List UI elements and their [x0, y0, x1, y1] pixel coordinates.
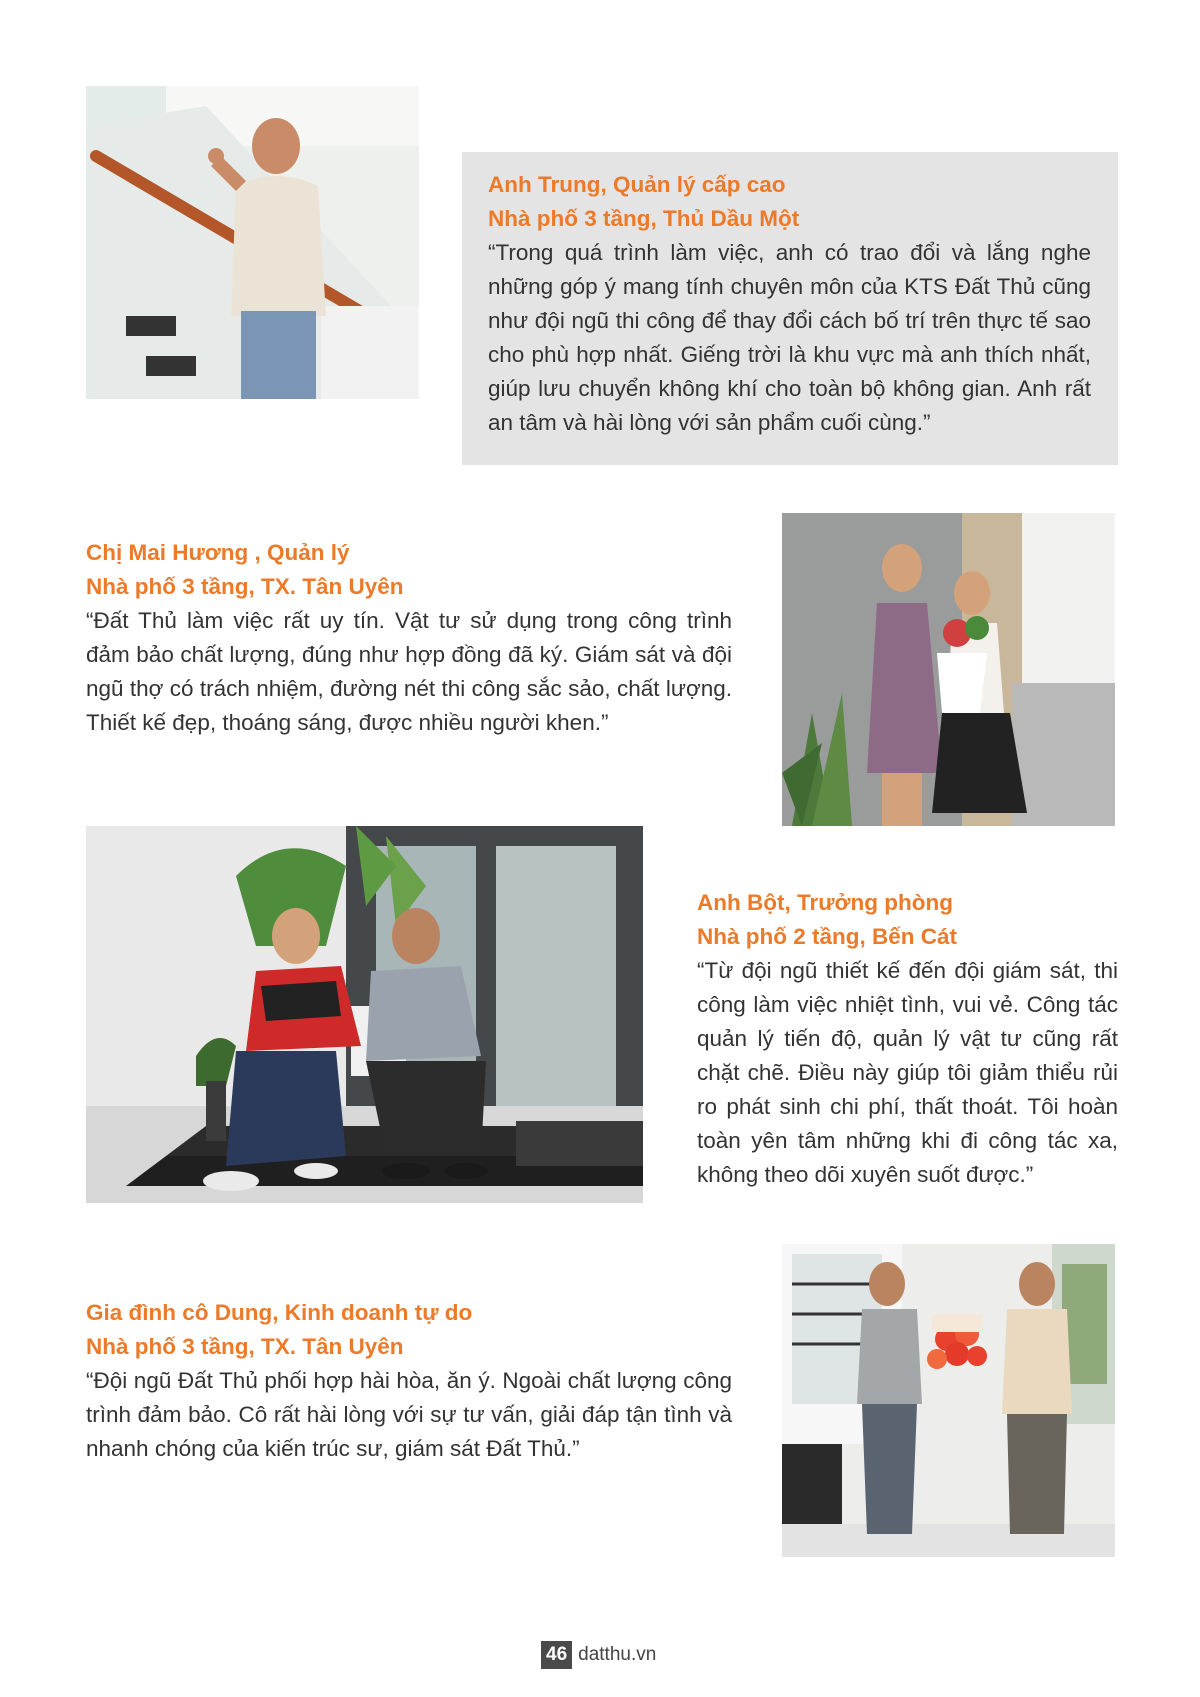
testimonial-name: Gia đình cô Dung, Kinh doanh tự do	[86, 1300, 473, 1325]
testimonial-name: Anh Trung, Quản lý cấp cao	[488, 172, 786, 197]
testimonial-quote: “Trong quá trình làm việc, anh có trao đổi và lắng nghe những góp ý mang tính chuyên môn của KTS Đất Thủ cũng như đội ngũ thi công để thay đổi cách bố trí trên thực tế sao cho phù hợp nhất. Giếng trời là khu vực mà anh thích nhất, giúp lưu chuyển không khí cho toàn bộ không gian. Anh rất an tâm và hài lòng với sản phẩm cuối cùng.”	[488, 240, 1091, 435]
testimonial-name: Anh Bột, Trưởng phòng	[697, 890, 953, 915]
photo-mai-huong	[782, 513, 1115, 826]
photo-anh-trung	[86, 86, 419, 399]
testimonial-co-dung	[86, 1296, 732, 1466]
photo-co-dung	[782, 1244, 1115, 1557]
page-number: 46	[541, 1641, 572, 1669]
testimonial-mai-huong	[86, 536, 732, 740]
testimonial-quote: “Đất Thủ làm việc rất uy tín. Vật tư sử dụng trong công trình đảm bảo chất lượng, đúng như hợp đồng đã ký. Giám sát và đội ngũ thợ có trách nhiệm, đường nét thi công sắc sảo, chất lượng. Thiết kế đẹp, thoáng sáng, được nhiều người khen.”	[86, 608, 732, 735]
testimonial-quote: “Từ đội ngũ thiết kế đến đội giám sát, thi công làm việc nhiệt tình, vui vẻ. Công tác quản lý tiến độ, quản lý vật tư cũng rất chặt chẽ. Điều này giúp tôi giảm thiểu rủi ro phát sinh chi phí, thất thoát. Tôi hoàn toàn yên tâm những khi đi công tác xa, không theo dõi xuyên suốt được.”	[697, 958, 1118, 1187]
testimonial-project: Nhà phố 3 tầng, TX. Tân Uyên	[86, 574, 404, 599]
testimonial-quote: “Đội ngũ Đất Thủ phối hợp hài hòa, ăn ý. Ngoài chất lượng công trình đảm bảo. Cô rất hài lòng với sự tư vấn, giải đáp tận tình và nhanh chóng của kiến trúc sư, giám sát Đất Thủ.”	[86, 1368, 732, 1461]
testimonial-anh-bot	[697, 886, 1118, 1192]
testimonial-project: Nhà phố 3 tầng, TX. Tân Uyên	[86, 1334, 404, 1359]
testimonial-anh-trung	[488, 168, 1091, 440]
website-label: datthu.vn	[578, 1644, 657, 1665]
photo-anh-bot	[86, 826, 643, 1203]
testimonial-name: Chị Mai Hương , Quản lý	[86, 540, 350, 565]
testimonial-project: Nhà phố 2 tầng, Bến Cát	[697, 924, 958, 949]
page-footer	[541, 1641, 656, 1669]
testimonial-project: Nhà phố 3 tầng, Thủ Dầu Một	[488, 206, 800, 231]
